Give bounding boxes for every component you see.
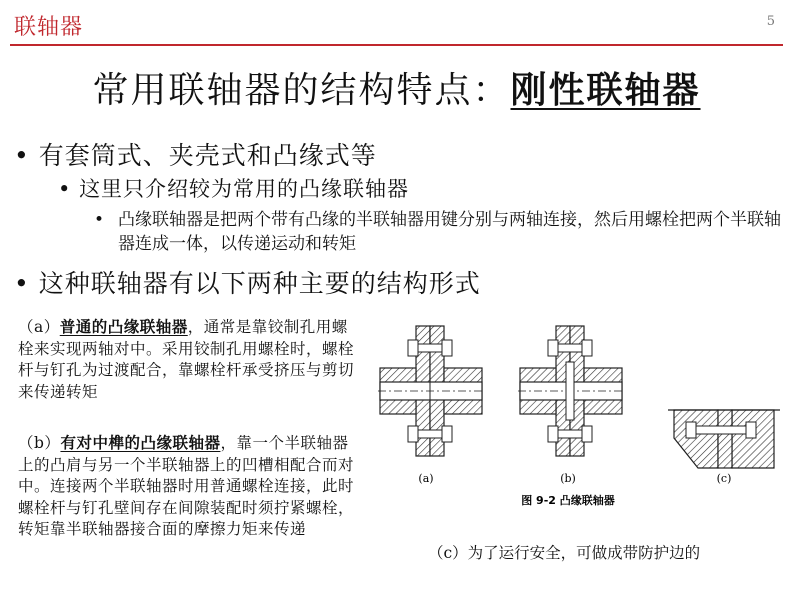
- slide-title-highlight: 刚性联轴器: [510, 69, 701, 111]
- drawing-a: [378, 326, 484, 456]
- bullet-dot-icon: •: [58, 177, 80, 201]
- paragraph-a-term: 普通的凸缘联轴器: [59, 317, 188, 336]
- slide-title: [0, 62, 793, 113]
- slide-title-prefix: 常用联轴器的结构特点：: [92, 70, 511, 111]
- figure-label-c: (c): [716, 472, 732, 485]
- figure-label-b: (b): [560, 472, 576, 485]
- bullet-flange-desc: [94, 208, 784, 256]
- figure-label-a: (a): [418, 472, 434, 485]
- bullet-dot-icon: •: [94, 210, 105, 230]
- paragraph-a-prefix: （a）: [18, 318, 60, 336]
- header-divider: [10, 44, 783, 46]
- figure-caption: 图 9-2 凸缘联轴器: [521, 494, 615, 507]
- bullet-two-forms-text: 这种联轴器有以下两种主要的结构形式: [38, 269, 481, 298]
- drawing-c: [668, 410, 780, 468]
- paragraph-a-body: ，通常是靠铰制孔用螺栓来实现两轴对中。采用铰制孔用螺栓时，螺栓杆与钉孔为过渡配合，靠螺栓杆承受挤压与剪切来传递转矩: [18, 318, 355, 401]
- paragraph-b-prefix: （b）: [18, 434, 61, 452]
- bullet-dot-icon: •: [14, 269, 39, 298]
- flange-coupling-drawing: [378, 318, 784, 512]
- bullet-types-text: 有套筒式、夹壳式和凸缘式等: [38, 141, 377, 170]
- bullet-flange-intro: [58, 173, 409, 203]
- coupling-figure: [378, 318, 784, 512]
- bullet-flange-intro-text: 这里只介绍较为常用的凸缘联轴器: [79, 177, 410, 201]
- caption-c: （c）为了运行安全，可做成带防护边的: [428, 544, 701, 562]
- paragraph-b-term: 有对中榫的凸缘联轴器: [60, 433, 221, 452]
- paragraph-b-body: ，靠一个半联轴器上的凸肩与另一个半联轴器上的凹槽相配合而对中。连接两个半联轴器时用普通螺栓连接，此时螺栓杆与钉孔壁间存在间隙装配时须拧紧螺栓，转矩靠半联轴器接合面的摩擦力矩来传递: [18, 434, 355, 538]
- bullet-types: [14, 136, 377, 172]
- bullet-two-forms: [14, 264, 481, 300]
- paragraph-b: [18, 432, 358, 541]
- paragraph-a: [18, 316, 358, 403]
- page-number: 5: [766, 14, 775, 29]
- header-title: 联轴器: [14, 15, 84, 40]
- drawing-b: [518, 326, 624, 456]
- bullet-flange-desc-text: 凸缘联轴器是把两个带有凸缘的半联轴器用键分别与两轴连接，然后用螺栓把两个半联轴器连成一体，以传递运动和转矩: [118, 210, 781, 254]
- bullet-dot-icon: •: [14, 141, 39, 170]
